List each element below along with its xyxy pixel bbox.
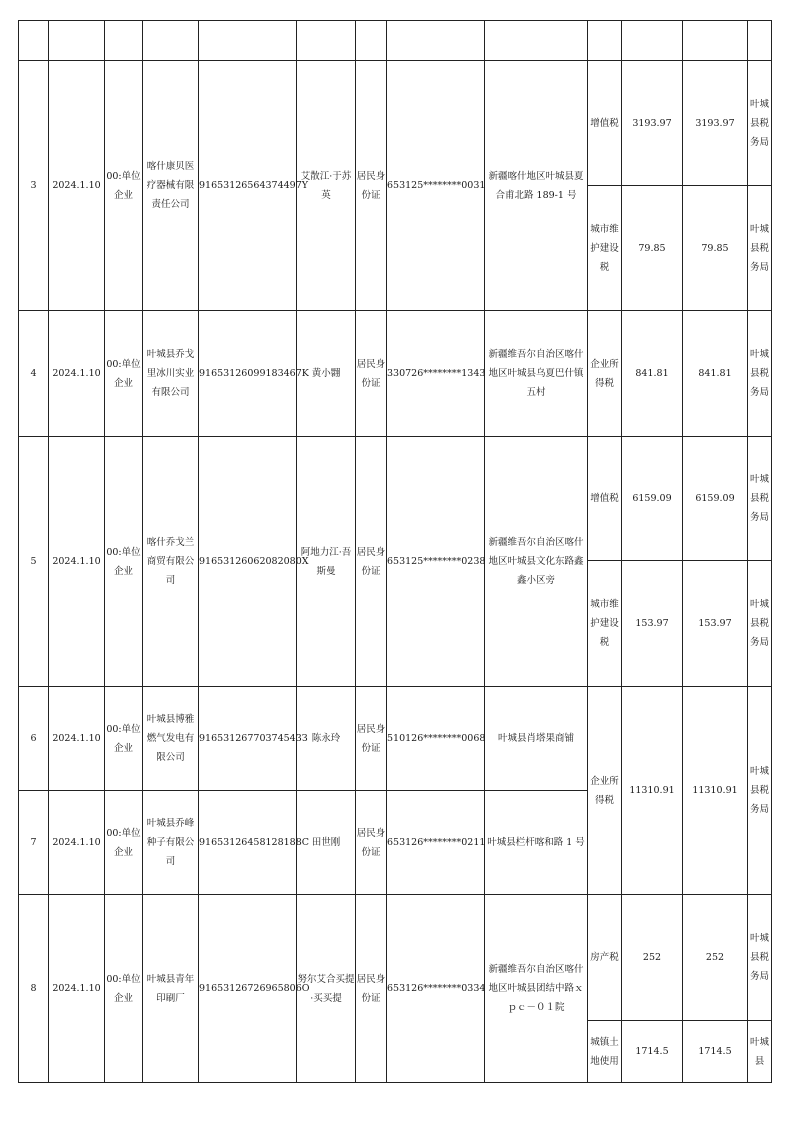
tax-name-cell: 房产税 xyxy=(588,895,622,1021)
blank-cell xyxy=(199,21,297,61)
seq-cell: 5 xyxy=(19,437,49,687)
id-type-cell: 居民身份证 xyxy=(356,61,387,311)
amount-cell: 3193.97 xyxy=(683,61,748,186)
blank-cell xyxy=(588,21,622,61)
amount-cell: 1714.5 xyxy=(622,1021,683,1083)
id-number-cell: 653125********0238 xyxy=(387,437,485,687)
tax-name-cell: 城市维护建设税 xyxy=(588,186,622,311)
date-cell: 2024.1.10 xyxy=(49,895,105,1083)
address-cell: 新疆维吾尔自治区喀什地区叶城县乌夏巴什镇五村 xyxy=(485,311,588,437)
type-cell: 00:单位企业 xyxy=(105,437,143,687)
date-cell: 2024.1.10 xyxy=(49,61,105,311)
amount-cell: 3193.97 xyxy=(622,61,683,186)
tax-office-cell: 叶城县税务局 xyxy=(748,186,772,311)
tax-name-cell: 增值税 xyxy=(588,61,622,186)
type-cell: 00:单位企业 xyxy=(105,687,143,791)
blank-header-row xyxy=(19,21,772,61)
person-cell: 努尔艾合买提·买买提 xyxy=(297,895,356,1083)
seq-cell: 3 xyxy=(19,61,49,311)
tax-name-cell: 城镇土地使用 xyxy=(588,1021,622,1083)
address-cell: 新疆维吾尔自治区喀什地区叶城县文化东路鑫鑫小区旁 xyxy=(485,437,588,687)
tax-office-cell: 叶城县税务局 xyxy=(748,561,772,687)
amount-cell: 252 xyxy=(683,895,748,1021)
amount-cell: 153.97 xyxy=(622,561,683,687)
id-number-cell: 653126********0211 xyxy=(387,791,485,895)
address-cell: 叶城县栏杆喀和路 1 号 xyxy=(485,791,588,895)
seq-cell: 6 xyxy=(19,687,49,791)
tax-name-cell: 企业所得税 xyxy=(588,311,622,437)
tax-office-cell: 叶城县 xyxy=(748,1021,772,1083)
table-row xyxy=(19,895,772,1021)
amount-cell: 6159.09 xyxy=(622,437,683,561)
date-cell: 2024.1.10 xyxy=(49,687,105,791)
id-type-cell: 居民身份证 xyxy=(356,311,387,437)
tax-name-cell: 城市维护建设税 xyxy=(588,561,622,687)
seq-cell: 8 xyxy=(19,895,49,1083)
address-cell: 新疆喀什地区叶城县夏合甫北路 189-1 号 xyxy=(485,61,588,311)
company-cell: 叶城县乔戈里冰川实业有限公司 xyxy=(143,311,199,437)
credit-code-cell: 91653126726965806O xyxy=(199,895,297,1083)
seq-cell: 7 xyxy=(19,791,49,895)
amount-cell: 6159.09 xyxy=(683,437,748,561)
credit-code-cell: 91653126458128188C xyxy=(199,791,297,895)
type-cell: 00:单位企业 xyxy=(105,311,143,437)
company-cell: 喀什康贝医疗器械有限责任公司 xyxy=(143,61,199,311)
tax-name-cell: 企业所得税 xyxy=(588,687,622,895)
address-cell: 叶城县肖塔果商铺 xyxy=(485,687,588,791)
amount-cell: 841.81 xyxy=(683,311,748,437)
id-number-cell: 330726********1343 xyxy=(387,311,485,437)
blank-cell xyxy=(356,21,387,61)
credit-code-cell: 91653126770374543З xyxy=(199,687,297,791)
company-cell: 喀什乔戈兰商贸有限公司 xyxy=(143,437,199,687)
blank-cell xyxy=(143,21,199,61)
tax-office-cell: 叶城县税务局 xyxy=(748,895,772,1021)
type-cell: 00:单位企业 xyxy=(105,895,143,1083)
company-cell: 叶城县博雅燃气发电有限公司 xyxy=(143,687,199,791)
blank-cell xyxy=(485,21,588,61)
seq-cell: 4 xyxy=(19,311,49,437)
address-cell: 新疆维吾尔自治区喀什地区叶城县团结中路ｘｐｃ－０１院 xyxy=(485,895,588,1083)
amount-cell: 252 xyxy=(622,895,683,1021)
blank-cell xyxy=(622,21,683,61)
person-cell: 田世刚 xyxy=(297,791,356,895)
tax-office-cell: 叶城县税务局 xyxy=(748,437,772,561)
amount-cell: 11310.91 xyxy=(622,687,683,895)
credit-code-cell: 91653126099183467K xyxy=(199,311,297,437)
blank-cell xyxy=(49,21,105,61)
id-number-cell: 653126********0334 xyxy=(387,895,485,1083)
amount-cell: 841.81 xyxy=(622,311,683,437)
table-row xyxy=(19,311,772,437)
credit-code-cell: 91653126564374497Y xyxy=(199,61,297,311)
amount-cell: 1714.5 xyxy=(683,1021,748,1083)
amount-cell: 11310.91 xyxy=(683,687,748,895)
table-row xyxy=(19,437,772,561)
id-number-cell: 510126********0068 xyxy=(387,687,485,791)
type-cell: 00:单位企业 xyxy=(105,791,143,895)
credit-code-cell: 91653126062082080X xyxy=(199,437,297,687)
person-cell: 艾散江·于苏英 xyxy=(297,61,356,311)
tax-office-cell: 叶城县税务局 xyxy=(748,687,772,895)
blank-cell xyxy=(19,21,49,61)
person-cell: 阿地力江·吾斯曼 xyxy=(297,437,356,687)
blank-cell xyxy=(105,21,143,61)
table-row xyxy=(19,687,772,791)
blank-cell xyxy=(748,21,772,61)
company-cell: 叶城县青年印刷厂 xyxy=(143,895,199,1083)
type-cell: 00:单位企业 xyxy=(105,61,143,311)
id-type-cell: 居民身份证 xyxy=(356,791,387,895)
amount-cell: 79.85 xyxy=(622,186,683,311)
amount-cell: 79.85 xyxy=(683,186,748,311)
table-row xyxy=(19,61,772,186)
blank-cell xyxy=(297,21,356,61)
date-cell: 2024.1.10 xyxy=(49,791,105,895)
id-type-cell: 居民身份证 xyxy=(356,687,387,791)
person-cell: 黄小翾 xyxy=(297,311,356,437)
amount-cell: 153.97 xyxy=(683,561,748,687)
tax-arrears-table xyxy=(18,20,772,1083)
date-cell: 2024.1.10 xyxy=(49,437,105,687)
blank-cell xyxy=(683,21,748,61)
id-number-cell: 653125********0031 xyxy=(387,61,485,311)
blank-cell xyxy=(387,21,485,61)
id-type-cell: 居民身份证 xyxy=(356,437,387,687)
tax-office-cell: 叶城县税务局 xyxy=(748,61,772,186)
id-type-cell: 居民身份证 xyxy=(356,895,387,1083)
company-cell: 叶城县乔峰种子有限公司 xyxy=(143,791,199,895)
tax-name-cell: 增值税 xyxy=(588,437,622,561)
date-cell: 2024.1.10 xyxy=(49,311,105,437)
tax-office-cell: 叶城县税务局 xyxy=(748,311,772,437)
person-cell: 陈永玲 xyxy=(297,687,356,791)
